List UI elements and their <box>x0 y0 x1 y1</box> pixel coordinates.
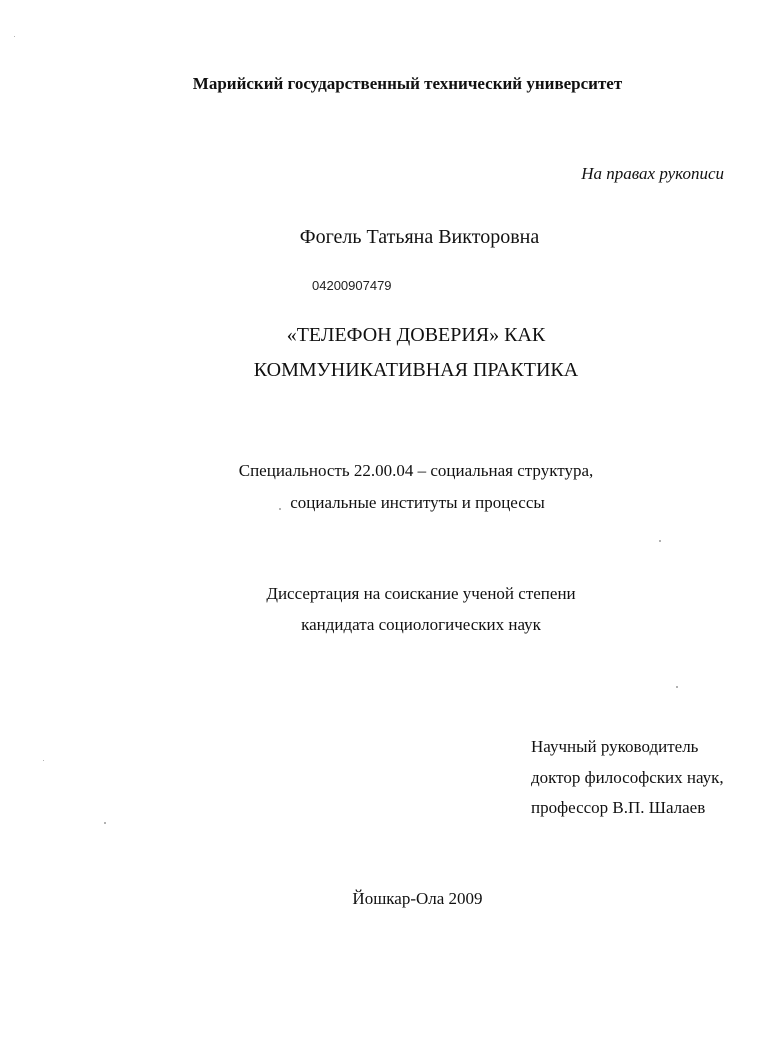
supervisor-line-2: доктор философских наук, <box>531 768 724 787</box>
thesis-title-line-1: «ТЕЛЕФОН ДОВЕРИЯ» КАК <box>286 324 546 346</box>
city-year: Йошкар-Ола 2009 <box>352 889 483 908</box>
supervisor-line-1: Научный руководитель <box>531 737 699 756</box>
author-name: Фогель Татьяна Викторовна <box>299 226 540 248</box>
scan-speck <box>676 686 678 688</box>
dissertation-line-2: кандидата социологических наук <box>301 615 541 634</box>
scan-speck <box>104 822 106 824</box>
university-name: Марийский государственный технический университет <box>192 74 623 93</box>
specialty-line-1: Специальность 22.00.04 – социальная структура, <box>238 461 594 480</box>
manuscript-note: На правах рукописи <box>581 164 724 183</box>
specialty-line-2: социальные институты и процессы <box>290 493 545 512</box>
scan-speck <box>14 36 15 37</box>
thesis-title-line-2: КОММУНИКАТИВНАЯ ПРАКТИКА <box>253 359 579 381</box>
catalog-code: 04200907479 <box>312 278 392 293</box>
supervisor-line-3: профессор В.П. Шалаев <box>531 798 706 817</box>
scan-speck <box>659 540 661 542</box>
dissertation-line-1: Диссертация на соискание ученой степени <box>266 584 576 603</box>
scan-speck <box>279 508 281 510</box>
scan-speck <box>43 760 44 761</box>
